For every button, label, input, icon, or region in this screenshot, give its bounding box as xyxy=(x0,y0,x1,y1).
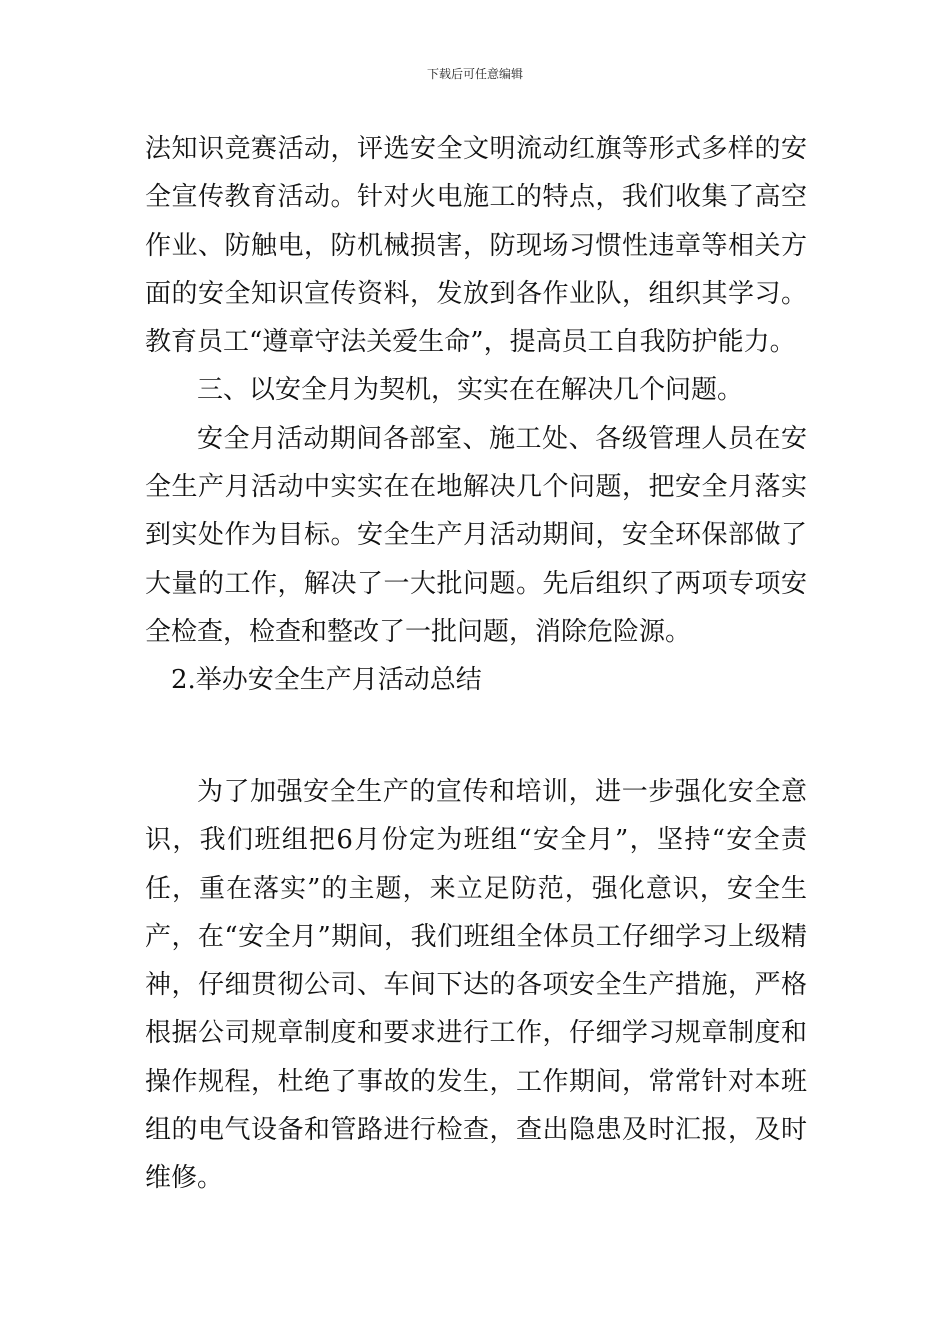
header-note: 下载后可任意编辑 xyxy=(426,67,523,81)
section-heading-three: 三、以安全月为契机，实实在在解决几个问题。 xyxy=(197,375,744,406)
paragraph-continuation: 法知识竞赛活动，评选安全文明流动红旗等形式多样的安全宣传教育活动。针对火电施工的特点，我们收集了高空作业、防触电，防机械损害，防现场习惯性违章等相关方面的安全知识宣传资料，发放到各作业队，组织其学习。教育员工“遵章守法关爱生命”，提高员工自我防护能力。 xyxy=(145,134,807,358)
numbered-heading: 2.举办安全生产月活动总结 xyxy=(171,665,482,696)
paragraph-safety-month: 安全月活动期间各部室、施工处、各级管理人员在安全生产月活动中实实在在地解决几个问题，把安全月落实到实处作为目标。安全生产月活动期间，安全环保部做了大量的工作，解决了一大批问题。先后组织了两项专项安全检查，检查和整改了一批问题，消除危险源。 xyxy=(145,423,807,647)
paragraph-team-safety: 为了加强安全生产的宣传和培训，进一步强化安全意识，我们班组把6月份定为班组“安全月”，坚持“安全责任，重在落实”的主题，来立足防范，强化意识，安全生产，在“安全月”期间，我们班组全体员工仔细学习上级精神，仔细贯彻公司、车间下达的各项安全生产措施，严格根据公司规章制度和要求进行工作，仔细学习规章制度和操作规程，杜绝了事故的发生，工作期间，常常针对本班组的电气设备和管路进行检查，查出隐患及时汇报，及时维修。 xyxy=(145,777,807,1194)
body-section-1 xyxy=(145,125,807,705)
body-section-2 xyxy=(145,768,807,1203)
